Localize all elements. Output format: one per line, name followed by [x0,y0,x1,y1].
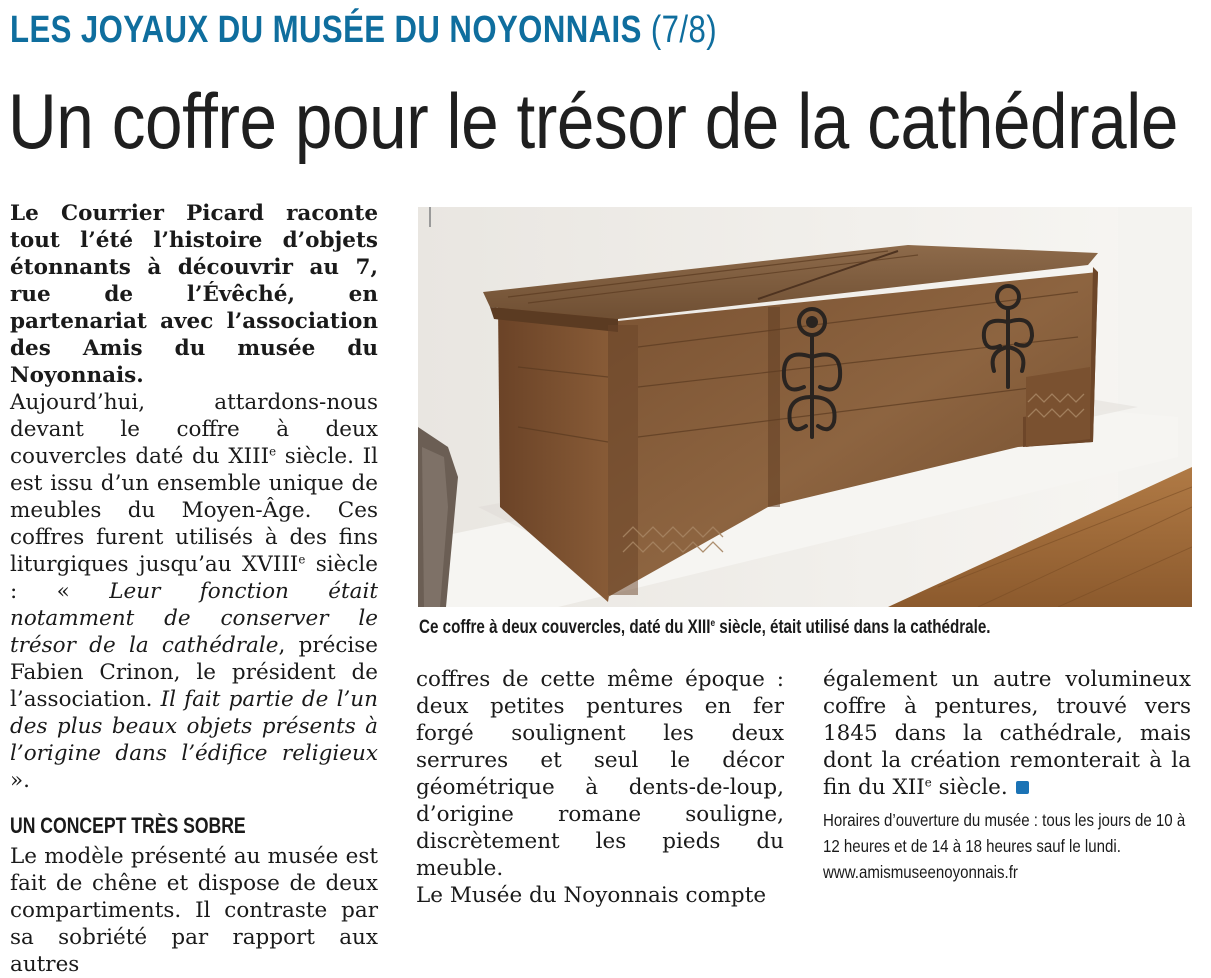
chest-photo [418,207,1192,607]
body-text: siècle. Il est issu d’un ensemble unique de meubles du Moyen-Âge. Ces coffres furent utilisés à des fins liturgiques jusqu’au XVIII [10,444,378,577]
body-text: également un autre volumineux coffre à pentures, trouvé vers 1845 dans la cathédrale, mais dont la création remonterait à la fin du XII [823,667,1191,800]
superscript: e [924,775,932,790]
end-mark-icon [1016,781,1029,794]
body-paragraph-4: Le Musée du Noyonnais compte [416,883,767,908]
body-text: , précise Fabien Crinon, le président de l’association. [10,633,379,712]
lead-paragraph: Le Courrier Picard raconte tout l’été l’histoire d’objets étonnants à découvrir au 7, rue de l’Évêché, en partenariat avec l’association des Amis du musée du Noyonnais. [10,201,378,388]
body-text: siècle : « [10,552,378,604]
opening-hours-info: Horaires d’ouverture du musée : tous les jours de 10 à 12 heures et de 14 à 18 heures sauf le lundi. www.amismuseenoyonnais.fr [823,810,1186,882]
caption-text: Ce coffre à deux couvercles, daté du XIII [419,617,711,638]
superscript: e [298,552,306,567]
superscript: e [269,444,277,459]
body-text: ». [10,768,30,793]
superscript: e [710,618,716,630]
series-title: LES JOYAUX DU MUSÉE DU NOYONNAIS [10,9,642,51]
caption-text: siècle, était utilisé dans la cathédrale. [715,617,991,638]
quote-text: Il fait partie de l’un des plus beaux objets présents à l’origine dans l’édifice religieux [10,687,378,766]
series-kicker [10,2,717,58]
subheading: UN CONCEPT TRÈS SOBRE [10,813,246,838]
headline: Un coffre pour le trésor de la cathédrale [8,77,1178,165]
quote-text: Leur fonction était notamment de conserver le trésor de la cathédrale [10,579,378,658]
body-paragraph-5 [823,666,1191,801]
body-text: siècle. [931,775,1008,800]
body-paragraph-3: coffres de cette même époque : deux petites pentures en fer forgé soulignent les deux serrures et seul le décor géométrique à dents-de-loup, d’origine romane souligne, discrètement les pieds du meuble. [416,667,784,881]
body-paragraph-2: Le modèle présenté au musée est fait de chêne et dispose de deux compartiments. Il contraste par sa sobriété par rapport aux autres [10,844,378,977]
article-column-1 [10,200,378,978]
body-paragraph-1 [10,389,378,794]
photo-caption [419,614,991,642]
body-text: Aujourd’hui, attardons-nous devant le coffre à deux couvercles daté du XIII [10,390,378,469]
article-column-3 [823,666,1191,885]
chest-photo-illustration [418,207,1192,607]
article-column-2 [416,666,784,909]
series-part: (7/8) [650,9,718,51]
